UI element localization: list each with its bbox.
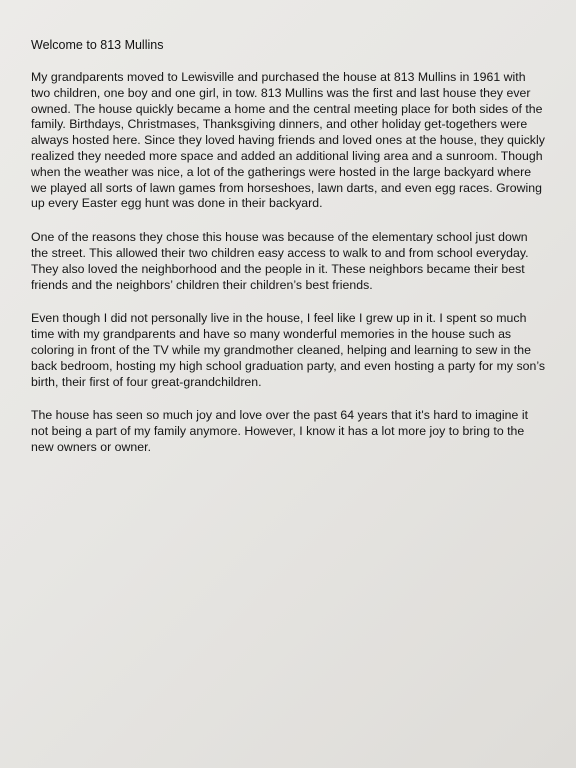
paragraph-closing: The house has seen so much joy and love over the past 64 years that it's hard to imagine it not being a part of my family anymore. However, I know it has a lot more joy to bring to the new owners or owner. [31,408,529,454]
paragraph-neighborhood: One of the reasons they chose this house was because of the elementary school just down the street. This allowed their two children easy access to walk to and from school everyday. They also loved the neighborhood and the people in it. These neighbors became their best friends and the neighbors’ children their children’s best friends. [31,230,529,292]
paragraph-history: My grandparents moved to Lewisville and purchased the house at 813 Mullins in 1961 with two children, one boy and one girl, in tow. 813 Mullins was the first and last house they ever owned. The house quickly became a home and the central meeting place for both sides of the family. Birthdays, Christmases, Thanksgiving dinners, and other holiday get-togethers were always hosted here. Since they loved having friends and loved ones at the house, they quickly realized they needed more space and added an additional living area and a sunroom. Though when the weather was nice, a lot of the gatherings were hosted in the large backyard where we played all sorts of lawn games from horseshoes, lawn darts, and even egg races. Growing up every Easter egg hunt was done in their backyard. [31,70,545,211]
paragraph-memories: Even though I did not personally live in the house, I feel like I grew up in it. I spent so much time with my grandparents and have so many wonderful memories in the house such as coloring in front of the TV while my grandmother cleaned, helping and learning to sew in the back bedroom, hosting my high school graduation party, and even hosting a party for my son’s birth, their first of four great-grandchildren. [31,311,546,389]
document-title: Welcome to 813 Mullins [31,38,164,52]
